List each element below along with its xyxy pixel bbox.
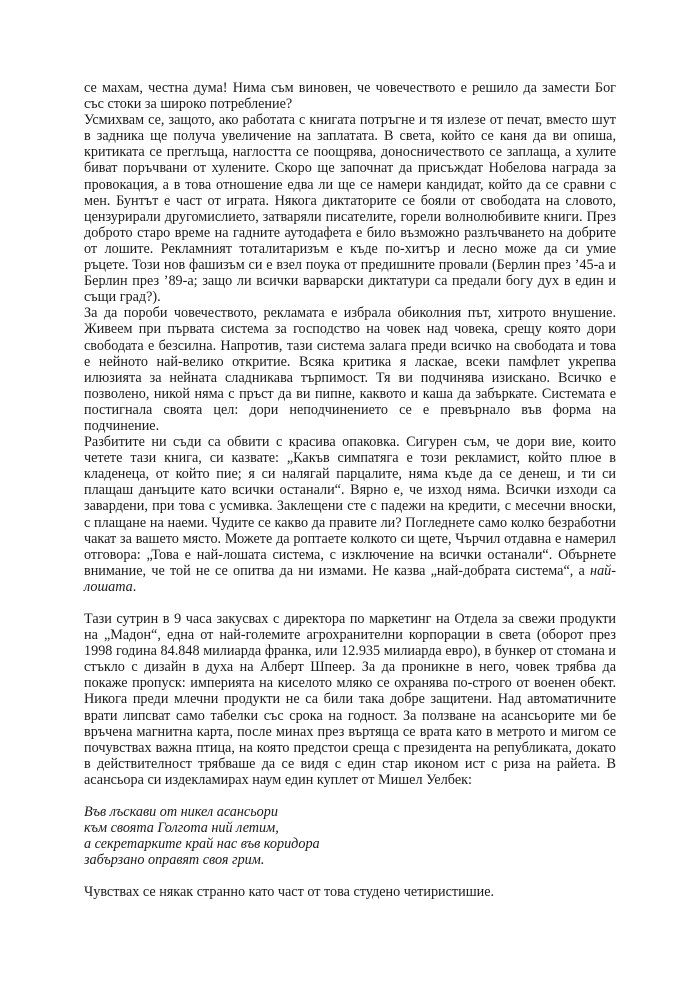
poem-line-1: Във лъскави от никел асансьори	[84, 804, 278, 821]
paragraph-4-main: Разбитите ни съди са обвити с красива опаковка. Сигурен съм, че дори вие, които четете тази книга, си казвате: „Какъв симпатяга е този рекламист, който плюе в кладенеца, от който пие; я си налягай парцалите, няма къде да се денеш, и ти си плащаш данъците като всички останали“. Вярно е, че изход няма. Всички изходи са завардени, при това с усмивка. Заклещени сте с падежи на кредити, с месечни вноски, с плащане на наеми. Чудите се какво да правите ли? Погледнете само колко безработни чакат за вашето място. Можете да роптаете колкото си щете, Чърчил отдавна е намерил отговора: „Това е най-лошата система, с изключение на всички останали“. Обърнете внимание, че той не се опитва да ни измами. Не казва „най-добрата система“, а	[84, 434, 616, 579]
paragraph-5: Тази сутрин в 9 часа закусвах с директора по маркетинг на Отдела за свежи продукти на „Мадон“, една от най-големите агрохранителни корпорации в света (оборот през 1998 година 84.848 милиарда франка, или 12.935 милиарда евро), в бункер от стомана и стъкло с дизайн в духа на Алберт Шпеер. За да проникне в него, човек трябва да покаже пропуск: империята на киселото мляко се охранява по-строго от военен обект. Никога преди млечни продукти не са били така добре защитени. Над автоматичните врати липсват само табелки със срока на годност. За ползване на асансьорите ми бе връчена магнитна карта, после минах през въртяща се врата като в метрото и мигом се почувствах важна птица, на която предстои среща с президента на републиката, докато в действителност трябваше да се видя с един стар иконом ист с риза на райета. В асансьора си издекламирах наум един куплет от Мишел Уелбек:	[84, 611, 616, 788]
section-gap	[84, 868, 616, 884]
paragraph-2: Усмихвам се, защото, ако работата с книгата потръгне и тя излезе от печат, вместо шут в задника ще получа увеличение на заплатата. В света, който се каня да ви опиша, критиката се преглъща, наглостта се поощрява, доносничеството се заплаща, а хулите биват поръчвани от хулените. Скоро ще започнат да присъждат Нобелова награда за провокация, а в това отношение едва ли ще се намери кандидат, който да се сравни с мен. Бунтът е част от играта. Някога диктаторите се бояли от свободата на словото, цензурирали другомислието, затваряли писателите, горели волнолюбивите книги. През доброто старо време на гадните аутодафета е било възможно разлъчването на добрите от лошите. Рекламният тоталитаризъм е къде по-хитър и лесно може да си умие ръцете. Този нов фашизъм си е взел поука от предишните провали (Берлин през ’45-а и Берлин през ’89-а; защо ли всички варварски диктатури са предали богу дух в един и същи град?).	[84, 112, 616, 306]
poem-line-2: към своята Голгота ний летим,	[84, 820, 279, 837]
poem-line-3: а секретарките край нас във коридора	[84, 836, 320, 853]
closing-paragraph: Чувствах се някак странно като част от това студено четиристишие.	[84, 884, 495, 901]
poem-line-4: забързано оправят своя грим.	[84, 852, 265, 869]
section-gap	[84, 788, 616, 804]
paragraph-4-end: .	[132, 578, 137, 595]
document-page	[84, 80, 616, 901]
paragraph-1: се махам, честна дума! Нима съм виновен, че човечеството е решило да замести Бог със стоки за широко потребление?	[84, 80, 616, 113]
section-gap	[84, 595, 616, 611]
paragraph-4-italic: най-лошата	[84, 562, 616, 595]
paragraph-4	[84, 434, 616, 595]
paragraph-3: За да пороби човечеството, рекламата е избрала обиколния път, хитрото внушение. Живеем при първата система за господство на човек над човека, срещу която дори свободата е безсилна. Напротив, тази система залага преди всичко на свободата и това е нейното най-велико откритие. Всяка критика я ласкае, всеки памфлет укрепва илюзията за нейната сладникава търпимост. Тя ви подчинява изискано. Всичко е позволено, никой няма с пръст да ви пипне, каквото и каша да забъркате. Системата е постигнала своята цел: дори неподчинението се е превърнало във форма на подчинение.	[84, 305, 616, 434]
poem-stanza	[84, 804, 616, 868]
